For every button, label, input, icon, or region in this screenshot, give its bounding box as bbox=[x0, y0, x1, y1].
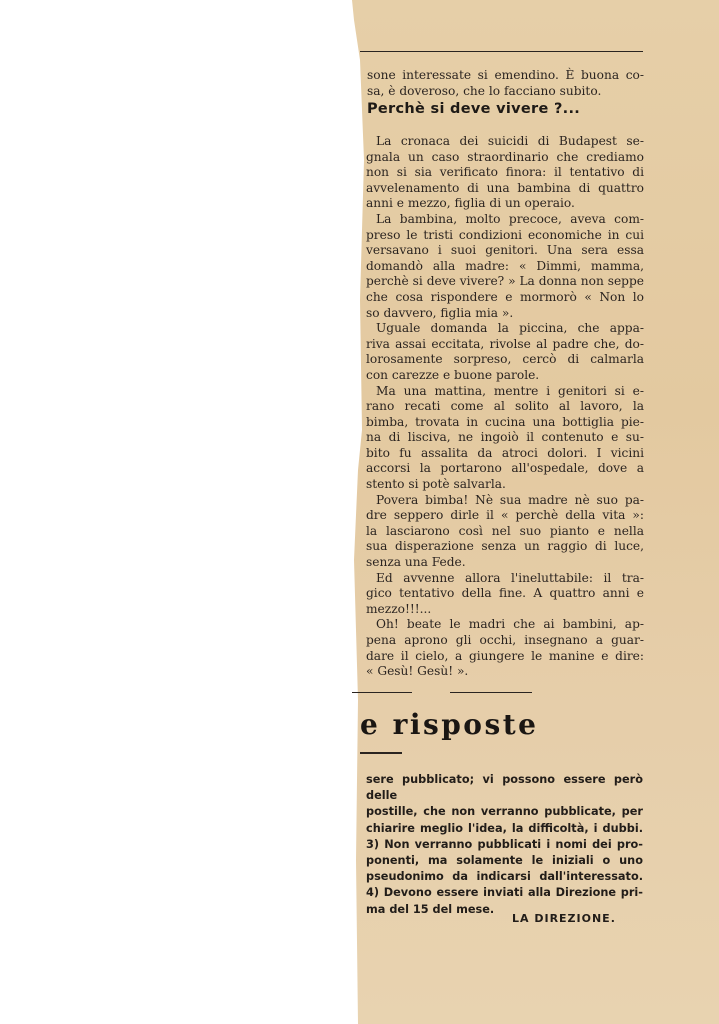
body-line: bimba, trovata in cucina una bottiglia pie- bbox=[366, 414, 644, 429]
rules-line: chiarire meglio l'idea, la difficoltà, i dubbi. bbox=[366, 821, 643, 835]
article-heading: Perchè si deve vivere ?... bbox=[367, 101, 581, 117]
body-line: La cronaca dei suicidi di Budapest se- bbox=[376, 134, 644, 148]
body-line: La bambina, molto precoce, aveva com- bbox=[376, 211, 644, 226]
rules-line: pseudonimo da indicarsi dall'interessato. bbox=[366, 870, 643, 884]
body-line: anni e mezzo, figlia di un operaio. bbox=[366, 196, 575, 211]
article-body bbox=[366, 134, 644, 680]
body-line: gico tentativo della fine. A quattro anni e bbox=[366, 586, 644, 601]
body-line: Oh! beate le madri che ai bambini, ap- bbox=[376, 617, 644, 632]
body-line: preso le tristi condizioni economiche in cui bbox=[366, 227, 644, 242]
heading-underline bbox=[360, 752, 402, 754]
rules-line: ponenti, ma solamente le iniziali o uno bbox=[366, 854, 643, 868]
body-line: accorsi la portarono all'ospedale, dove a bbox=[366, 461, 644, 476]
body-line: con carezze e buone parole. bbox=[366, 367, 540, 382]
body-line: versavano i suoi genitori. Una sera essa bbox=[366, 243, 644, 258]
body-line: bito fu assalita da atroci dolori. I vicini bbox=[366, 445, 644, 460]
rules-line: ma del 15 del mese. bbox=[366, 902, 495, 916]
section-rule-right bbox=[450, 692, 532, 693]
intro-line: sa, è doveroso, che lo facciano subito. bbox=[367, 83, 602, 98]
body-line: stento si potè salvarla. bbox=[366, 477, 506, 492]
body-line: riva assai eccitata, rivolse al padre che, do- bbox=[366, 336, 644, 351]
body-line: sua disperazione senza un raggio di luce, bbox=[366, 539, 644, 554]
body-line: « Gesù! Gesù! ». bbox=[366, 664, 469, 679]
rules-line: postille, che non verranno pubblicate, per bbox=[366, 805, 643, 819]
body-line: che cosa rispondere e mormorò « Non lo bbox=[366, 289, 644, 304]
intro-paragraph bbox=[367, 68, 644, 99]
rules-line: 3) Non verranno pubblicati i nomi dei pro- bbox=[366, 837, 643, 851]
body-line: dare il cielo, a giungere le manine e dire: bbox=[366, 648, 644, 663]
rules-line: sere pubblicato; vi possono essere però delle bbox=[366, 773, 643, 803]
section-heading: e risposte bbox=[360, 708, 539, 741]
signature: LA DIREZIONE. bbox=[512, 912, 616, 925]
body-line: so davvero, figlia mia ». bbox=[366, 305, 514, 320]
body-line: Povera bimba! Nè sua madre nè suo pa- bbox=[376, 492, 644, 507]
body-line: rano recati come al solito al lavoro, la bbox=[366, 399, 644, 414]
body-line: pena aprono gli occhi, insegnano a guar- bbox=[366, 633, 644, 647]
body-line: na di lisciva, ne ingoiò il contenuto e su- bbox=[366, 430, 644, 445]
body-line: Ma una mattina, mentre i genitori si e- bbox=[376, 383, 644, 398]
body-line: senza una Fede. bbox=[366, 555, 466, 570]
body-line: gnala un caso straordinario che crediamo bbox=[366, 149, 644, 164]
body-line: la lasciarono così nel suo pianto e nella bbox=[366, 523, 644, 538]
body-line: avvelenamento di una bambina di quattro bbox=[366, 180, 644, 195]
intro-line: sone interessate si emendino. È buona co- bbox=[367, 68, 644, 82]
body-line: Ed avvenne allora l'ineluttabile: il tra- bbox=[376, 570, 644, 585]
body-line: non si sia verificato finora: il tentativo di bbox=[366, 165, 644, 180]
rules-paragraph bbox=[366, 772, 643, 918]
body-line: dre seppero dirle il « perchè della vita »: bbox=[366, 508, 644, 523]
body-line: Uguale domanda la piccina, che appa- bbox=[376, 321, 644, 336]
body-line: perchè si deve vivere? » La donna non seppe bbox=[366, 274, 644, 289]
body-line: domandò alla madre: « Dimmi, mamma, bbox=[366, 258, 644, 273]
rules-line: 4) Devono essere inviati alla Direzione pri- bbox=[366, 886, 643, 900]
section-rule-left bbox=[352, 692, 412, 693]
body-line: mezzo!!!... bbox=[366, 601, 432, 616]
top-rule bbox=[360, 51, 643, 52]
body-line: lorosamente sorpreso, cercò di calmarla bbox=[366, 352, 644, 367]
